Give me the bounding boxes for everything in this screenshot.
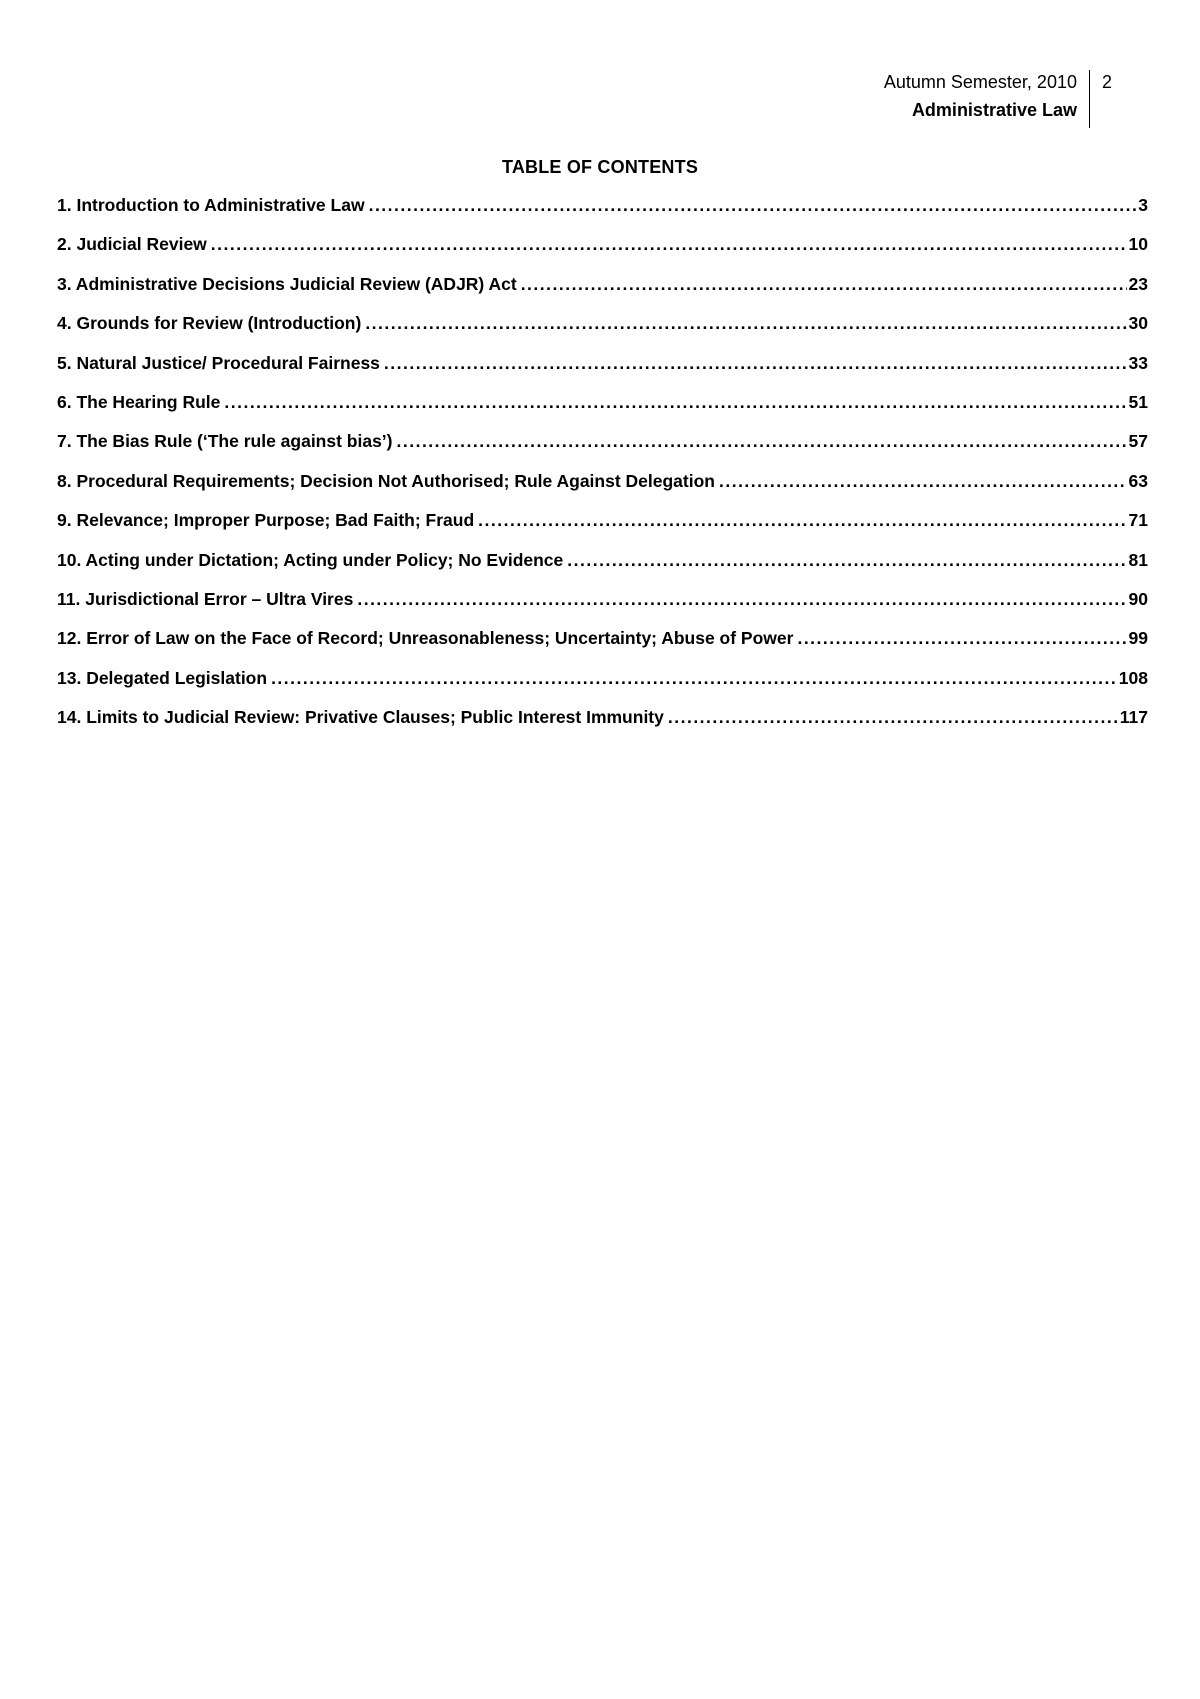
toc-entry-label: 13. Delegated Legislation (57, 667, 268, 688)
toc-dot-leader (668, 705, 1118, 729)
toc-entry-page: 10 (1128, 234, 1148, 255)
toc-entry-page: 33 (1128, 352, 1148, 373)
header-page-number: 2 (1101, 72, 1112, 92)
toc-dot-leader (567, 548, 1126, 572)
toc-dot-leader (365, 311, 1126, 335)
toc-dot-leader (369, 193, 1137, 217)
toc-entry-page: 30 (1128, 313, 1148, 334)
toc-entry[interactable] (57, 351, 1148, 390)
toc-entry-page: 81 (1128, 549, 1148, 570)
page-header (884, 68, 1112, 128)
toc-title: TABLE OF CONTENTS (501, 157, 699, 177)
header-course-title: Administrative Law (911, 100, 1077, 120)
toc-dot-leader (521, 272, 1127, 296)
toc-dot-leader (357, 587, 1126, 611)
toc-dot-leader (384, 351, 1127, 375)
toc-entry-page: 3 (1138, 195, 1148, 215)
toc-dot-leader (797, 626, 1126, 650)
toc-entry[interactable] (57, 193, 1148, 232)
toc-entry-page: 90 (1128, 588, 1148, 609)
toc-entry[interactable] (57, 311, 1148, 350)
toc-entry-label: 9. Relevance; Improper Purpose; Bad Faith; Fraud (57, 510, 475, 531)
toc-entry-page: 108 (1118, 667, 1148, 688)
toc-entry[interactable] (57, 587, 1148, 626)
toc-entry-label: 4. Grounds for Review (Introduction) (57, 313, 362, 334)
toc-entry-label: 6. The Hearing Rule (57, 391, 221, 412)
toc-entry[interactable] (57, 232, 1148, 271)
toc-dot-leader (271, 666, 1117, 690)
toc-entry[interactable] (57, 272, 1148, 311)
toc-entry-page: 117 (1119, 707, 1148, 728)
toc-entry[interactable] (57, 626, 1148, 665)
toc-entry[interactable] (57, 666, 1148, 705)
toc-entry[interactable] (57, 508, 1148, 547)
toc-dot-leader (397, 429, 1127, 453)
table-of-contents (57, 193, 1148, 744)
toc-entry-page: 63 (1128, 470, 1148, 491)
toc-entry-page: 51 (1128, 391, 1148, 412)
toc-entry-label: 3. Administrative Decisions Judicial Review (ADJR) Act (57, 273, 517, 294)
toc-entry-label: 14. Limits to Judicial Review: Privative Clauses; Public Interest Immunity (57, 707, 664, 728)
header-semester: Autumn Semester, 2010 (883, 72, 1077, 92)
toc-entry-label: 5. Natural Justice/ Procedural Fairness (57, 352, 380, 373)
toc-dot-leader (211, 232, 1127, 256)
toc-entry-page: 71 (1128, 510, 1148, 531)
toc-entry-label: 2. Judicial Review (57, 234, 207, 255)
toc-entry-label: 8. Procedural Requirements; Decision Not Authorised; Rule Against Delegation (57, 470, 715, 491)
toc-entry-label: 7. The Bias Rule (‘The rule against bias’) (57, 431, 393, 452)
toc-entry-label: 10. Acting under Dictation; Acting under Policy; No Evidence (57, 549, 564, 570)
toc-dot-leader (719, 469, 1127, 493)
header-text (884, 68, 1089, 124)
toc-entry-page: 57 (1128, 431, 1148, 452)
toc-dot-leader (478, 508, 1126, 532)
toc-entry-page: 99 (1128, 628, 1148, 649)
toc-entry[interactable] (57, 705, 1148, 744)
toc-entry[interactable] (57, 429, 1148, 468)
toc-entry-label: 11. Jurisdictional Error – Ultra Vires (57, 588, 354, 609)
toc-entry-label: 1. Introduction to Administrative Law (57, 195, 365, 215)
toc-entry[interactable] (57, 548, 1148, 587)
toc-entry-label: 12. Error of Law on the Face of Record; Unreasonableness; Uncertainty; Abuse of Power (57, 628, 794, 649)
toc-entry[interactable] (57, 469, 1148, 508)
toc-entry-page: 23 (1128, 273, 1148, 294)
toc-entry[interactable] (57, 390, 1148, 429)
toc-dot-leader (224, 390, 1126, 414)
